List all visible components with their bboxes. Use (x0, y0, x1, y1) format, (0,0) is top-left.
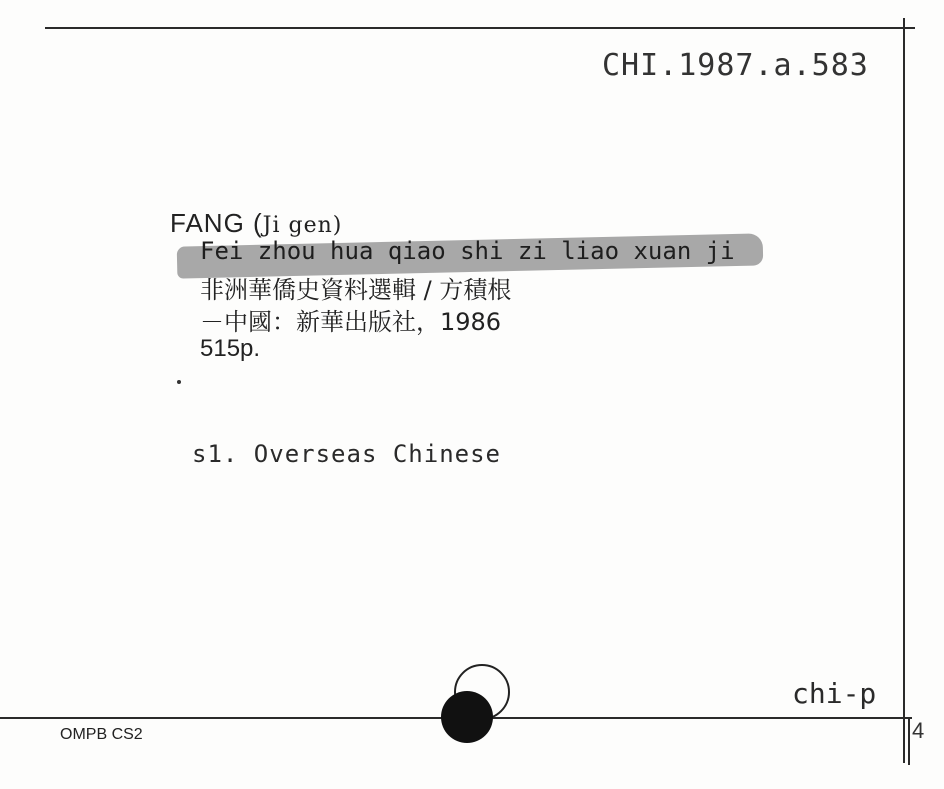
author-annotation: Ji gen) (262, 213, 343, 238)
page-number: 4 (912, 718, 925, 743)
top-rule (45, 27, 915, 29)
subject-heading: s1. Overseas Chinese (192, 440, 501, 468)
shelfmark: CHI.1987.a.583 (602, 48, 869, 83)
title-pinyin: Fei zhou hua qiao shi zi liao xuan ji (200, 237, 735, 265)
author-name: FANG ( (170, 208, 263, 238)
stray-dot (177, 380, 181, 384)
bottom-rule-left (0, 717, 445, 719)
pagination: 515p. (200, 335, 261, 362)
footer-code: OMPB CS2 (60, 726, 143, 743)
call-code: chi-p (792, 677, 877, 710)
right-rule (903, 18, 905, 763)
imprint: －中國：新華出版社，1986 (200, 308, 502, 336)
bottom-rule-right (492, 717, 912, 719)
right-rule-bottom (908, 717, 910, 765)
punch-hole (441, 691, 493, 743)
author-heading (170, 208, 342, 239)
title-chinese: 非洲華僑史資料選輯 / 方積根 (200, 276, 512, 304)
